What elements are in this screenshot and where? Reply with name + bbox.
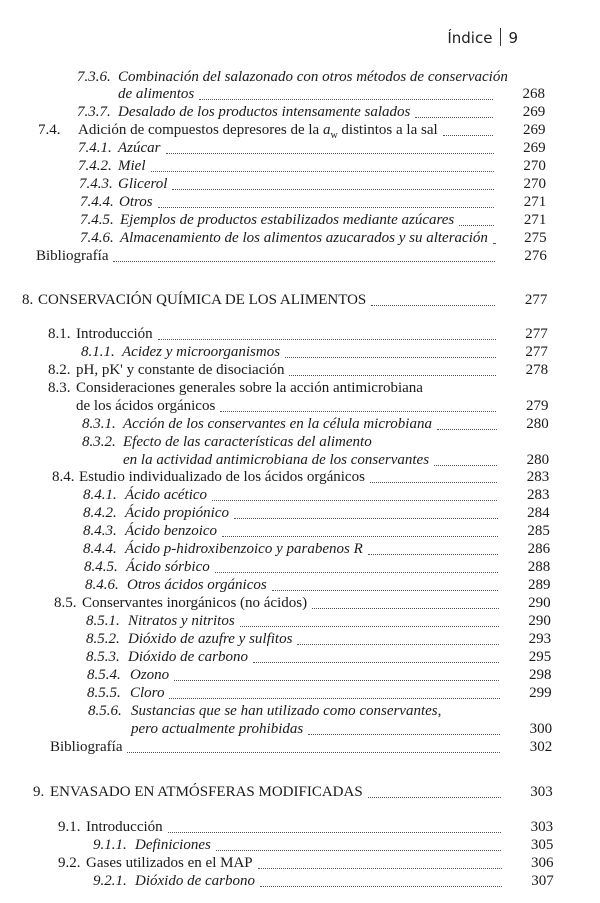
entry-page-number: 300 <box>529 721 553 737</box>
entry-page-number: 277 <box>524 292 548 308</box>
dot-leader <box>174 666 499 685</box>
entry-title: Azúcar <box>118 140 161 156</box>
entry-title: Otros ácidos orgánicos <box>127 577 267 593</box>
entry-number: 8.4.6. <box>85 577 119 593</box>
entry-title: de alimentos <box>118 86 195 102</box>
entry-page-number: 269 <box>522 104 546 120</box>
entry-number: 8.4.2. <box>83 505 117 521</box>
dot-leader <box>368 783 501 802</box>
dot-leader <box>289 361 496 380</box>
dot-leader <box>253 648 499 667</box>
entry-page-number: 305 <box>530 837 554 853</box>
dot-leader <box>297 630 499 649</box>
entry-title: Dióxido de azufre y sulfitos <box>128 631 293 647</box>
dot-leader <box>234 504 498 523</box>
entry-title-part: distintos a la sal <box>337 122 438 138</box>
dot-leader <box>158 325 496 344</box>
entry-page-number: 271 <box>523 194 547 210</box>
entry-page-number: 289 <box>527 577 551 593</box>
dot-leader <box>258 854 502 873</box>
entry-page-number: 279 <box>525 398 549 414</box>
entry-title: Dióxido de carbono <box>135 873 255 889</box>
entry-page-number: 277 <box>525 326 548 342</box>
entry-number: 8.5.2. <box>86 631 120 647</box>
entry-title: en la actividad antimicrobiana de los conservantes <box>123 452 430 468</box>
entry-title: Ácido sórbico <box>126 559 210 575</box>
entry-number: 8.4.1. <box>83 487 117 503</box>
dot-leader <box>285 343 496 362</box>
entry-title: ENVASADO EN ATMÓSFERAS MODIFICADAS <box>50 784 363 800</box>
entry-number: 8.5.6. <box>88 703 122 719</box>
entry-number: 7.3.6. <box>77 69 111 85</box>
entry-title: Ácido acético <box>125 487 208 503</box>
entry-title: Introducción <box>76 326 153 342</box>
dot-leader <box>272 576 499 595</box>
entry-number: 7.4.6. <box>80 230 114 246</box>
entry-page-number: 277 <box>525 344 548 360</box>
entry-number: 7.4. <box>38 122 61 138</box>
dot-leader <box>215 558 499 577</box>
dot-leader <box>222 522 498 541</box>
entry-title: pero actualmente prohibidas <box>131 721 304 737</box>
entry-page-number: 276 <box>524 248 547 264</box>
dot-leader <box>216 836 502 855</box>
entry-title: Estudio individualizado de los ácidos orgánicos <box>79 469 365 485</box>
entry-title: Bibliografía <box>36 248 109 264</box>
dot-leader <box>240 612 499 631</box>
entry-number: 9. <box>33 784 45 800</box>
entry-title: Miel <box>118 158 146 174</box>
entry-title: Efecto de las características del alimento <box>123 434 372 450</box>
entry-page-number: 280 <box>526 452 550 468</box>
entry-number: 8.5.5. <box>87 685 121 701</box>
entry-title: Nitratos y nitritos <box>128 613 235 629</box>
entry-number: 8.4.5. <box>84 559 118 575</box>
dot-leader <box>127 738 500 757</box>
entry-page-number: 270 <box>523 158 546 174</box>
entry-page-number: 284 <box>527 505 550 521</box>
dot-leader <box>168 818 502 837</box>
entry-page-number: 283 <box>526 487 550 503</box>
header-divider <box>500 28 501 46</box>
dot-leader <box>151 157 494 176</box>
dot-leader <box>370 468 497 487</box>
dot-leader <box>199 85 493 104</box>
entry-title: Otros <box>119 194 153 210</box>
entry-title: Cloro <box>130 685 165 701</box>
entry-number: 7.4.5. <box>80 212 114 228</box>
entry-title: Consideraciones generales sobre la acción antimicrobiana <box>76 380 423 396</box>
dot-leader <box>220 397 496 416</box>
entry-page-number: 307 <box>531 873 554 889</box>
entry-page-number: 306 <box>531 855 554 871</box>
entry-title: Acidez y microorganismos <box>122 344 281 360</box>
dot-leader <box>459 211 494 230</box>
entry-number: 7.4.4. <box>80 194 114 210</box>
entry-title: Almacenamiento de los alimentos azucarados y su alteración <box>120 230 488 246</box>
entry-page-number: 286 <box>527 541 551 557</box>
entry-number: 7.4.2. <box>78 158 112 174</box>
entry-title: Conservantes inorgánicos (no ácidos) <box>82 595 308 611</box>
entry-page-number: 290 <box>528 613 551 629</box>
entry-page-number: 269 <box>522 122 546 138</box>
entry-title: Ácido p-hidroxibenzoico y parabenos R <box>125 541 363 557</box>
entry-title-part: Adición de compuestos depresores de la <box>78 122 323 138</box>
header-section: Índice <box>447 29 493 47</box>
entry-title: Desalado de los productos intensamente salados <box>118 104 411 120</box>
dot-leader <box>493 229 495 248</box>
entry-title: Sustancias que se han utilizado como conservantes, <box>131 703 442 719</box>
entry-title: Ozono <box>130 667 170 683</box>
entry-page-number: 278 <box>525 362 549 378</box>
entry-number: 8.1.1. <box>81 344 115 360</box>
entry-number: 8.5.3. <box>86 649 120 665</box>
entry-number: 7.4.1. <box>78 140 112 156</box>
dot-leader <box>368 540 498 559</box>
entry-title: Introducción <box>86 819 163 835</box>
entry-title: Dióxido de carbono <box>128 649 248 665</box>
dot-leader <box>308 720 500 739</box>
entry-page-number: 298 <box>528 667 552 683</box>
entry-page-number: 288 <box>527 559 551 575</box>
entry-page-number: 285 <box>527 523 550 539</box>
entry-number: 9.2.1. <box>93 873 127 889</box>
entry-page-number: 270 <box>523 176 547 192</box>
entry-title: Acción de los conservantes en la célula microbiana <box>123 416 432 432</box>
water-activity-symbol: a <box>322 122 331 138</box>
entry-title: pH, pK' y constante de disociación <box>76 362 285 378</box>
entry-title: Bibliografía <box>50 739 123 755</box>
entry-page-number: 280 <box>526 416 549 432</box>
entry-page-number: 283 <box>526 469 550 485</box>
entry-page-number: 293 <box>528 631 552 647</box>
running-header <box>447 28 518 47</box>
entry-number: 8.3.2. <box>82 434 116 450</box>
entry-number: 8.5. <box>54 595 77 611</box>
entry-page-number: 275 <box>524 230 547 246</box>
dot-leader <box>166 139 494 158</box>
entry-page-number: 271 <box>523 212 547 228</box>
dot-leader <box>260 872 502 891</box>
entry-number: 8.4. <box>52 469 75 485</box>
entry-title: Ácido benzoico <box>125 523 218 539</box>
water-activity-subscript: w <box>330 130 338 141</box>
dot-leader <box>172 175 494 194</box>
entry-number: 7.3.7. <box>77 104 111 120</box>
dot-leader <box>212 486 497 505</box>
entry-page-number: 303 <box>530 819 554 835</box>
dot-leader <box>371 291 495 310</box>
entry-title: Definiciones <box>135 837 211 853</box>
entry-title: Ácido propiónico <box>125 505 230 521</box>
dot-leader <box>169 684 499 703</box>
entry-number: 8.4.4. <box>83 541 117 557</box>
dot-leader <box>415 103 493 122</box>
entry-title: Gases utilizados en el MAP <box>86 855 253 871</box>
entry-page-number: 268 <box>522 86 546 102</box>
entry-number: 9.2. <box>58 855 81 871</box>
entry-page-number: 299 <box>529 685 552 701</box>
entry-number: 7.4.3. <box>79 176 113 192</box>
entry-number: 9.1.1. <box>93 837 127 853</box>
entry-title: Combinación del salazonado con otros métodos de conservación <box>118 69 508 85</box>
entry-number: 8.4.3. <box>83 523 117 539</box>
entry-number: 8.3.1. <box>82 416 116 432</box>
entry-page-number: 295 <box>528 649 552 665</box>
entry-title: Glicerol <box>118 176 168 192</box>
entry-number: 8.1. <box>48 326 71 342</box>
dot-leader <box>443 121 494 140</box>
entry-page-number: 303 <box>530 784 553 800</box>
entry-page-number: 290 <box>528 595 551 611</box>
entry-page-number: 302 <box>529 739 553 755</box>
entry-title: CONSERVACIÓN QUÍMICA DE LOS ALIMENTOS <box>38 292 367 308</box>
dot-leader <box>312 594 499 613</box>
entry-number: 8. <box>22 292 34 308</box>
entry-number: 9.1. <box>58 819 81 835</box>
entry-number: 8.3. <box>48 380 71 396</box>
entry-number: 8.2. <box>48 362 71 378</box>
entry-title: de los ácidos orgánicos <box>76 398 216 414</box>
header-page-number: 9 <box>508 29 518 47</box>
entry-page-number: 269 <box>523 140 546 156</box>
dot-leader <box>113 247 494 266</box>
dot-leader <box>437 415 497 434</box>
entry-number: 8.5.4. <box>87 667 121 683</box>
entry-title: Ejemplos de productos estabilizados mediante azúcares <box>120 212 455 228</box>
dot-leader <box>158 193 495 212</box>
entry-number: 8.5.1. <box>86 613 120 629</box>
